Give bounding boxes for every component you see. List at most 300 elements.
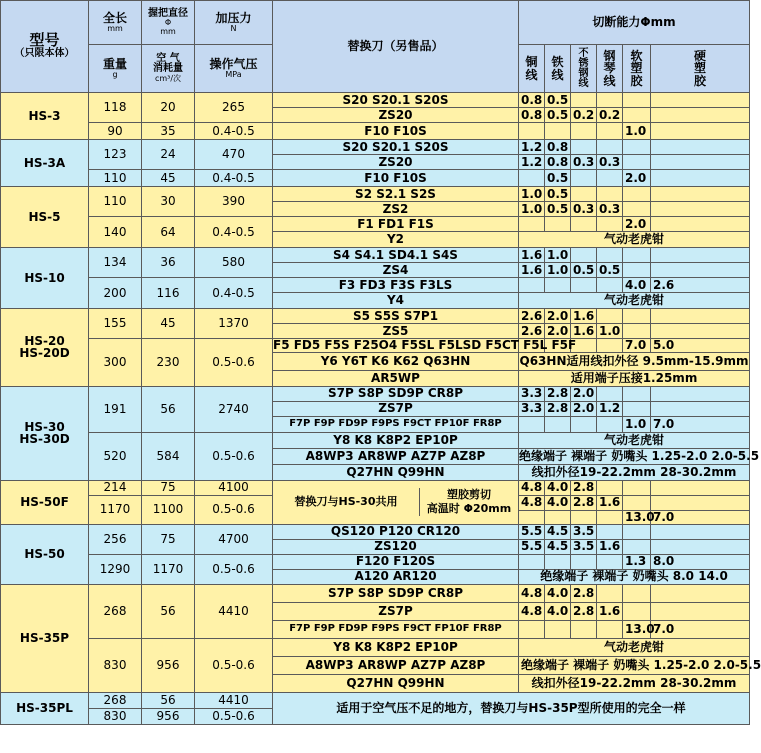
header-air-l1: 空 气 [156,52,180,64]
cut-value [651,263,750,278]
cut-value: 7.0 [623,339,651,353]
cut-value [651,309,750,324]
air-value: 956 [142,708,195,724]
cut-value: 4.0 [545,495,571,510]
blade-list: S2 S2.1 S2S [273,187,519,202]
header-weight-label: 重量 [102,57,127,71]
grip-value: 24 [142,140,195,170]
header-force [195,1,273,45]
cut-value [597,554,623,569]
cut-value [519,510,545,524]
length-value: 155 [89,309,142,339]
cut-value [597,584,623,602]
cut-value [597,416,623,432]
cut-note: 气动老虎钳 [519,293,750,309]
cut-value: 1.6 [597,539,623,554]
cut-value [571,248,597,263]
model-name [1,309,89,387]
header-length [89,1,142,45]
cut-value [571,416,597,432]
cut-value: 4.5 [545,524,571,539]
grip-value: 75 [142,524,195,554]
table-row [1,432,750,448]
header-force-unit: N [230,23,237,33]
cut-value: 0.5 [545,108,571,123]
cut-value [623,602,651,620]
cut-value [651,140,750,155]
weight-value: 90 [89,123,142,140]
table-row [1,554,750,569]
blade-list: A8WP3 AR8WP AZ7P AZ8P [273,448,519,464]
cut-value [651,386,750,401]
cut-value: 3.5 [571,539,597,554]
table-row [1,584,750,602]
cut-value: 1.2 [597,401,623,416]
cut-value [623,248,651,263]
cut-value: 0.5 [545,202,571,217]
hs50f-blade-cell [273,480,519,524]
length-value: 123 [89,140,142,170]
header-grip-label: 握把直径 [148,7,188,19]
cut-value: 2.8 [571,480,597,495]
cut-value: 2.6 [519,309,545,324]
blade-list: F10 F10S [273,170,519,187]
pressure-value: 0.5-0.6 [195,432,273,480]
cut-value [571,510,597,524]
blade-list: F10 F10S [273,123,519,140]
mat-char: 胶 [694,73,707,88]
cut-value [623,524,651,539]
header-model-sub: （只限本体） [14,48,75,60]
cut-value [651,480,750,495]
cut-note: 线扣外径19-22.2mm 28-30.2mm [519,674,750,692]
header-blades: 替换刀（另售品） [273,1,519,93]
cut-value [623,324,651,339]
cut-value: 4.0 [545,480,571,495]
cut-value [597,339,623,353]
blade-list: Y2 [273,232,519,248]
plastic-cut-note-1: 塑胶剪切 [447,487,491,501]
weight-value: 520 [89,432,142,480]
model-name: HS-50F [1,480,89,524]
grip-value: 56 [142,692,195,708]
cut-value [651,495,750,510]
cut-value: 1.0 [623,416,651,432]
cut-value [651,108,750,123]
cut-value [597,524,623,539]
cut-value [519,170,545,187]
hs35pl-note: 适用于空气压不足的地方，替换刀与HS-35P型所使用的完全一样 [273,692,750,724]
table-row [1,187,750,202]
force-value: 265 [195,93,273,123]
cut-value [623,202,651,217]
mat-char: 钢 [578,67,589,79]
cut-value: 7.0 [651,510,750,524]
cut-value: 4.0 [545,602,571,620]
cut-value [597,123,623,140]
force-value: 470 [195,140,273,170]
blade-list: S20 S20.1 S20S [273,93,519,108]
cut-value [519,554,545,569]
header-weight [89,45,142,93]
blade-list: A8WP3 AR8WP AZ7P AZ8P [273,656,519,674]
pressure-value: 0.5-0.6 [195,708,273,724]
cut-value [623,155,651,170]
mat-char: 铁 [551,54,564,69]
header-length-unit: mm [107,23,123,33]
cut-value: 4.8 [519,480,545,495]
cut-value: 2.8 [571,495,597,510]
cut-value: 13.0 [623,510,651,524]
mat-char: 线 [578,77,589,89]
cut-value: 1.3 [623,554,651,569]
cut-value [651,539,750,554]
table-row [1,123,750,140]
cut-value: 2.6 [519,324,545,339]
mat-char: 锈 [578,57,589,69]
cut-value [651,584,750,602]
mat-char: 琴 [603,61,616,76]
header-pressure-label: 操作气压 [209,57,258,71]
cut-value [623,584,651,602]
cut-value: 4.5 [545,539,571,554]
cut-value [597,187,623,202]
header-grip-unit: Φ [164,18,172,28]
cut-value: 5.5 [519,524,545,539]
cut-value: 0.2 [571,108,597,123]
pressure-value: 0.4-0.5 [195,278,273,309]
force-value: 4100 [195,480,273,495]
blade-list: S7P S8P SD9P CR8P [273,584,519,602]
weight-value: 300 [89,339,142,387]
cut-value: 4.8 [519,495,545,510]
table-row [1,140,750,155]
grip-value: 30 [142,187,195,217]
cut-value: 1.6 [597,602,623,620]
blade-list: S20 S20.1 S20S [273,140,519,155]
cut-value: 4.8 [519,602,545,620]
cut-value [623,263,651,278]
model-name-2: HS-30D [19,432,70,447]
model-name: HS-35PL [1,692,89,724]
header-air-l2: 消耗量 [153,63,183,75]
blade-list: ZS7P [273,602,519,620]
model-name: HS-3A [1,140,89,187]
cut-value [545,416,571,432]
length-value: 118 [89,93,142,123]
cut-value [597,386,623,401]
cut-value [623,539,651,554]
grip-value: 56 [142,584,195,638]
pressure-value: 0.5-0.6 [195,495,273,524]
cut-value: 2.0 [623,217,651,232]
table-row [1,339,750,353]
header-pressure-unit: MPa [225,69,242,79]
cut-value [519,416,545,432]
model-name: HS-5 [1,187,89,248]
length-value: 134 [89,248,142,278]
cut-value [571,554,597,569]
cut-value: 5.0 [651,339,750,353]
cut-value [623,386,651,401]
header-weight-unit: g [112,69,118,79]
cut-value: 4.0 [623,278,651,293]
cut-value [519,278,545,293]
header-mat-hard [651,45,750,93]
cut-value [623,309,651,324]
plastic-cut-note [419,488,518,517]
cut-value [651,155,750,170]
blade-list: A120 AR120 [273,569,519,584]
model-name [1,386,89,480]
cut-value [597,278,623,293]
weight-value: 1170 [89,495,142,524]
cut-value [519,217,545,232]
blade-list: ZS5 [273,324,519,339]
blade-list: Y4 [273,293,519,309]
cut-value [519,620,545,638]
table-row [1,248,750,263]
air-value: 230 [142,339,195,387]
blade-list: Y8 K8 K8P2 EP10P [273,638,519,656]
cut-value: 0.8 [545,155,571,170]
model-name: HS-10 [1,248,89,309]
cut-value: 2.0 [623,170,651,187]
header-mat-iron [545,45,571,93]
cut-note: 适用端子压接1.25mm [519,370,750,386]
header-mat-stainless [571,45,597,93]
grip-value: 45 [142,309,195,339]
air-value: 1100 [142,495,195,524]
cut-value [597,217,623,232]
mat-char: 胶 [630,73,643,88]
length-value: 110 [89,187,142,217]
cut-value [571,620,597,638]
cut-value [651,602,750,620]
blade-shared-note: 替换刀与HS-30共用 [294,495,398,509]
cut-value: 1.0 [623,123,651,140]
table-row [1,309,750,324]
blade-list: Y8 K8 K8P2 EP10P [273,432,519,448]
mat-char: 钢 [603,48,616,63]
cut-value [651,524,750,539]
cut-note: 线扣外径19-22.2mm 28-30.2mm [519,464,750,480]
model-name: HS-3 [1,93,89,140]
cut-value: 3.5 [571,524,597,539]
blade-list: S5 S5S S7P1 [273,309,519,324]
cut-value [545,123,571,140]
cut-note: 绝缘端子 裸端子 奶嘴头 8.0 14.0 [519,569,750,584]
blade-list: Q27HN Q99HN [273,674,519,692]
model-name-1: HS-20 [24,333,65,348]
header-model-label: 型号 [29,31,60,50]
blade-list: ZS4 [273,263,519,278]
cut-value: 0.2 [597,108,623,123]
model-name-2: HS-20D [19,346,70,361]
cut-value [597,93,623,108]
blade-list: QS120 P120 CR120 [273,524,519,539]
cut-value [597,480,623,495]
cut-value: 1.0 [597,324,623,339]
air-value: 45 [142,170,195,187]
blade-list: Q27HN Q99HN [273,464,519,480]
cut-value: 8.0 [651,554,750,569]
blade-list: F7P F9P FD9P F9PS F9CT FP10F FR8P [273,620,519,638]
table-row [1,217,750,232]
cut-value: 1.6 [571,309,597,324]
cut-value: 7.0 [651,620,750,638]
cut-value [623,480,651,495]
length-value: 268 [89,584,142,638]
mat-char: 线 [551,67,564,82]
cut-value [651,217,750,232]
cut-note: Q63HN适用线扣外径 9.5mm-15.9mm [519,352,750,370]
cut-value: 1.6 [519,263,545,278]
table-row [1,170,750,187]
cut-value: 2.6 [651,278,750,293]
pressure-value: 0.4-0.5 [195,123,273,140]
blade-list: F5 FD5 F5S F25O4 F5SL F5LSD F5CT F5L F5F [273,338,577,352]
cut-value: 0.3 [597,202,623,217]
grip-value: 20 [142,93,195,123]
header-model [1,1,89,93]
cut-value: 5.5 [519,539,545,554]
grip-value: 56 [142,386,195,432]
cut-value [651,401,750,416]
cut-note: 绝缘端子 裸端子 奶嘴头 1.25-2.0 2.0-5.5 [519,656,750,674]
cut-value: 3.3 [519,401,545,416]
cut-note: 气动老虎钳 [519,638,750,656]
cut-value [597,510,623,524]
cut-value: 2.8 [571,602,597,620]
grip-value: 36 [142,248,195,278]
cut-value [623,108,651,123]
cut-value: 2.0 [571,401,597,416]
cut-value: 2.0 [545,309,571,324]
table-row [1,692,750,708]
cut-value [597,620,623,638]
cut-value [623,401,651,416]
cut-value: 4.0 [545,584,571,602]
cut-value [571,93,597,108]
blade-list: F3 FD3 F3S F3LS [273,278,519,293]
header-mat-copper [519,45,545,93]
cut-value: 13.0 [623,620,651,638]
cut-value [597,248,623,263]
pressure-value: 0.4-0.5 [195,217,273,248]
blade-list: Y6 Y6T K6 K62 Q63HN [273,352,519,370]
force-value: 4410 [195,692,273,708]
force-value: 390 [195,187,273,217]
weight-value: 200 [89,278,142,309]
air-value: 64 [142,217,195,248]
cut-value [545,620,571,638]
mat-char: 线 [603,73,616,88]
cut-value: 2.8 [545,401,571,416]
cut-value [545,217,571,232]
cut-value [519,123,545,140]
header-mat-piano [597,45,623,93]
cut-value: 1.6 [597,495,623,510]
cut-value: 1.6 [571,324,597,339]
blade-list: AR5WP [273,370,519,386]
header-grip [142,1,195,45]
cut-value: 0.5 [597,263,623,278]
blade-list: ZS7P [273,401,519,416]
mat-char: 铜 [525,54,538,69]
table-row [1,278,750,293]
mat-char: 塑 [694,61,707,76]
table-row [1,524,750,539]
cut-value: 7.0 [651,416,750,432]
table-row [1,386,750,401]
force-value: 4700 [195,524,273,554]
cut-value: 0.5 [545,187,571,202]
cut-value [651,187,750,202]
air-value: 35 [142,123,195,140]
cut-value: 0.5 [545,170,571,187]
cut-value [651,324,750,339]
header-air [142,45,195,93]
cut-value [597,140,623,155]
blade-list: F1 FD1 F1S [273,217,519,232]
header-air-unit: cm³/次 [154,73,182,83]
blade-list: F7P F9P FD9P F9PS F9CT FP10F FR8P [273,416,519,432]
cut-value [545,510,571,524]
header-length-label: 全长 [102,11,127,25]
cut-value [545,278,571,293]
length-value: 256 [89,524,142,554]
mat-char: 线 [525,67,538,82]
cut-value [571,278,597,293]
force-value: 580 [195,248,273,278]
table-row [1,480,750,495]
cut-value: 0.8 [519,93,545,108]
cut-value: 0.3 [571,155,597,170]
blade-list: ZS2 [273,202,519,217]
pressure-value: 0.5-0.6 [195,339,273,387]
model-name: HS-35P [1,584,89,692]
cut-value [623,495,651,510]
blade-list: S4 S4.1 SD4.1 S4S [273,248,519,263]
mat-char: 软 [630,48,643,63]
cut-value: 2.8 [545,386,571,401]
mat-char: 塑 [630,61,643,76]
cut-value: 0.3 [571,202,597,217]
blade-list: F120 F120S [273,554,519,569]
cut-value [571,123,597,140]
blade-list: ZS120 [273,539,519,554]
length-value: 214 [89,480,142,495]
cut-note: 绝缘端子 裸端子 奶嘴头 1.25-2.0 2.0-5.5 [519,448,760,463]
cut-value: 1.0 [519,187,545,202]
cut-value: 1.0 [545,248,571,263]
grip-value: 75 [142,480,195,495]
air-value: 584 [142,432,195,480]
cut-value [651,170,750,187]
air-value: 956 [142,638,195,692]
cut-value [623,187,651,202]
cut-value: 0.8 [545,140,571,155]
model-name-1: HS-30 [24,419,65,434]
model-name: HS-50 [1,524,89,584]
cut-value: 3.3 [519,386,545,401]
pressure-value: 0.4-0.5 [195,170,273,187]
weight-value: 830 [89,708,142,724]
header-grip-unit2: mm [160,26,176,36]
cut-value [651,93,750,108]
weight-value: 830 [89,638,142,692]
